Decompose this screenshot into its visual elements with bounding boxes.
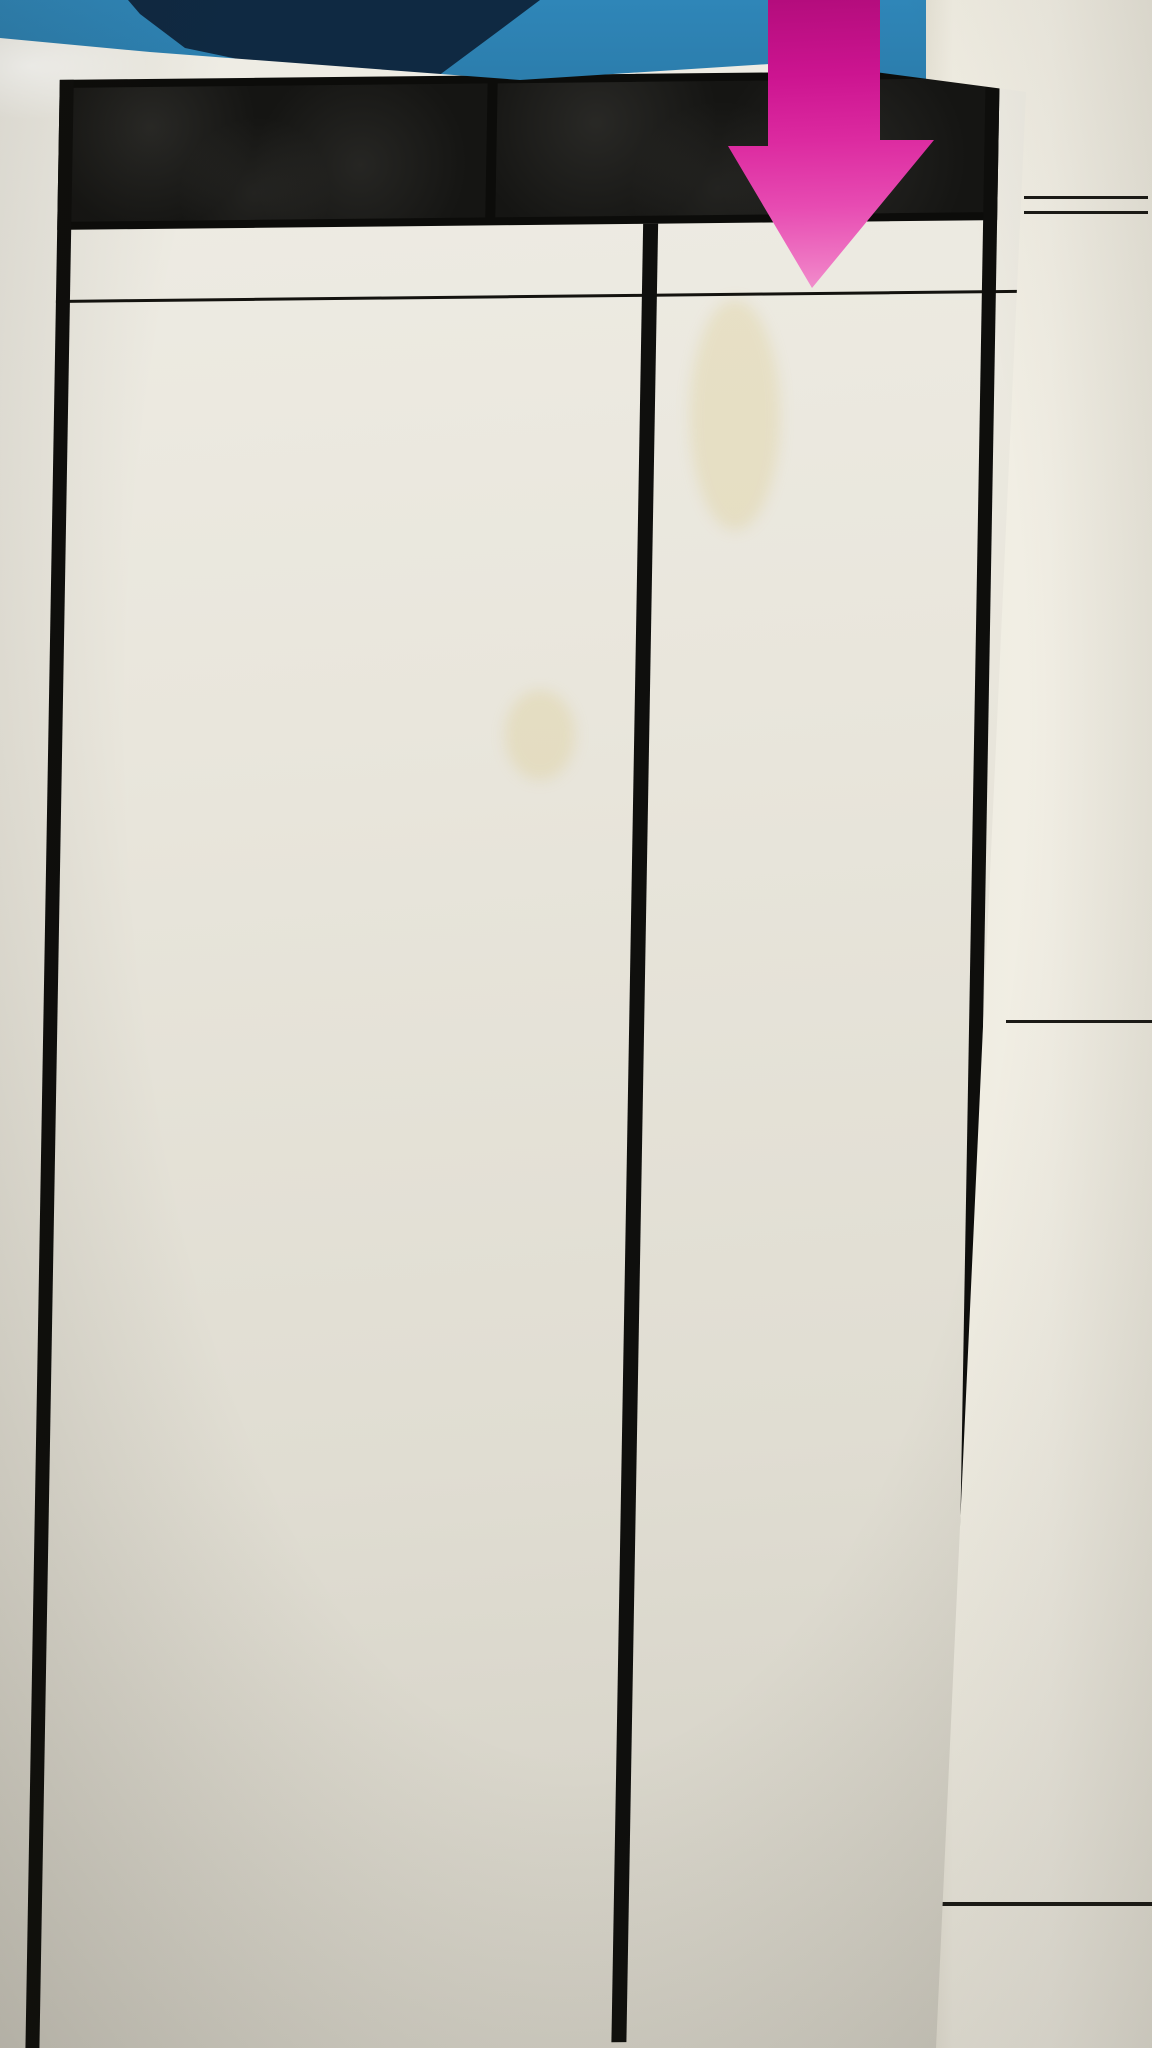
header-cell-left: [65, 83, 487, 221]
side-rule: [1024, 196, 1148, 199]
side-rule: [1006, 1020, 1152, 1023]
spec-rows: [25, 290, 1037, 2048]
side-rule: [942, 1902, 1152, 1906]
side-rule: [1024, 211, 1148, 214]
spec-table: [15, 58, 1042, 2048]
